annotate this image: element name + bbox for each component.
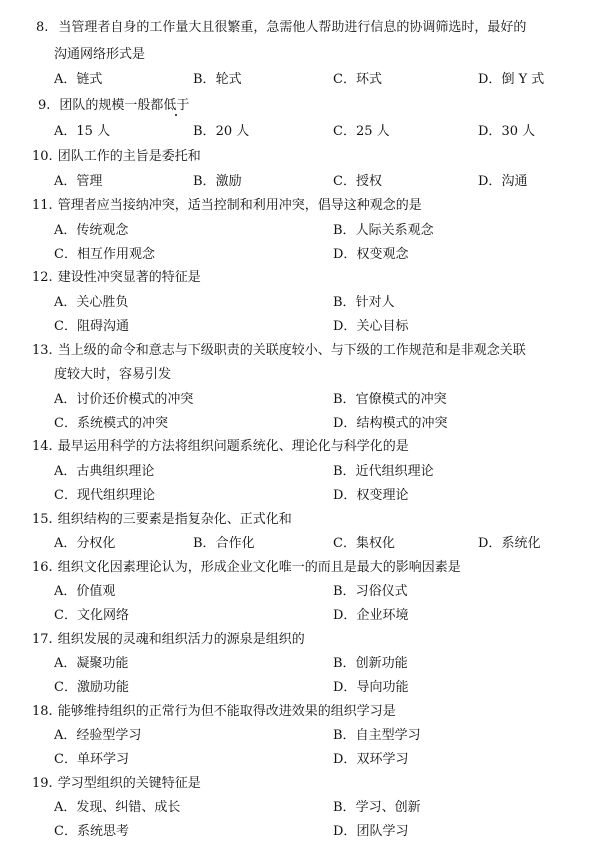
- option-c: C．激励功能: [54, 680, 129, 695]
- stem-text: 组织结构的三要素是指复杂化、正式化和: [57, 512, 292, 527]
- option-b: B．针对人: [333, 295, 395, 310]
- option-c: C．阻碍沟通: [54, 319, 129, 334]
- question-number: 8.: [36, 20, 49, 35]
- option-c: C．系统思考: [54, 824, 129, 839]
- option-c: C．现代组织理论: [54, 488, 155, 503]
- option-d: D．权变理论: [333, 488, 409, 503]
- question-number: 19.: [32, 776, 53, 791]
- option-b: B．官僚模式的冲突: [333, 392, 447, 407]
- option-d: D．权变观念: [333, 247, 409, 262]
- option-a: A．发现、纠错、成长: [54, 800, 181, 815]
- question-stem: [32, 194, 422, 213]
- stem-continuation: 度较大时，容易引发: [54, 367, 172, 382]
- option-c: C．25 人: [333, 124, 390, 139]
- option-c: C．相互作用观念: [54, 247, 155, 262]
- option-d: D．沟通: [478, 174, 528, 189]
- option-a: A．凝聚功能: [54, 656, 129, 671]
- question-stem: [32, 435, 409, 454]
- option-b: B．习俗仪式: [333, 584, 408, 599]
- option-c: C．系统模式的冲突: [54, 416, 168, 431]
- option-d: D．企业环境: [333, 608, 409, 623]
- stem-text: 学习型组织的关键特征是: [57, 776, 201, 791]
- question-stem: [32, 145, 201, 164]
- option-d: D．系统化: [478, 536, 541, 551]
- question-stem: [32, 628, 305, 647]
- option-c: C．文化网络: [54, 608, 129, 623]
- stem-text: 组织发展的灵魂和组织活力的源泉是组织的: [57, 632, 305, 647]
- option-d: D．双环学习: [333, 752, 409, 767]
- option-b: B．自主型学习: [333, 728, 421, 743]
- question-stem: [32, 772, 201, 791]
- stem-text: 团队工作的主旨是委托和: [57, 149, 201, 164]
- stem-text: 建设性冲突显著的特征是: [57, 270, 201, 285]
- question-number: 11.: [32, 198, 53, 213]
- option-b: B．学习、创新: [333, 800, 421, 815]
- option-d: D．倒 Y 式: [478, 72, 545, 87]
- question-number: 18.: [32, 704, 53, 719]
- option-b: B．人际关系观念: [333, 223, 434, 238]
- stem-text: 当管理者自身的工作量大且很繁重，急需他人帮助进行信息的协调筛选时，最好的: [58, 20, 527, 35]
- question-number: 9.: [38, 98, 51, 113]
- option-d: D．结构模式的冲突: [333, 416, 448, 431]
- option-a: A．关心胜负: [54, 295, 129, 310]
- stem-text: 组织文化因素理论认为，形成企业文化唯一的而且是最大的影响因素是: [57, 560, 461, 575]
- question-number: 14.: [32, 439, 53, 454]
- option-d: D．30 人: [478, 124, 536, 139]
- question-number: 10.: [32, 149, 53, 164]
- option-c: C．环式: [333, 72, 382, 87]
- option-c: C．授权: [333, 174, 382, 189]
- stem-text: 团队的规模一般都: [59, 98, 164, 113]
- option-b: B．轮式: [193, 72, 242, 87]
- question-number: 17.: [32, 632, 53, 647]
- option-a: A．讨价还价模式的冲突: [54, 392, 194, 407]
- question-number: 16.: [32, 560, 53, 575]
- option-a: A．管理: [54, 174, 103, 189]
- stem-text: 管理者应当接纳冲突，适当控制和利用冲突，倡导这种观念的是: [57, 198, 422, 213]
- option-c: C．单环学习: [54, 752, 129, 767]
- option-d: D．导向功能: [333, 680, 409, 695]
- question-stem: [32, 556, 461, 575]
- question-stem: [36, 16, 526, 35]
- question-number: 12.: [32, 270, 53, 285]
- emphasized-text: 低于: [163, 98, 190, 113]
- question-number: 13.: [32, 343, 53, 358]
- option-c: C．集权化: [333, 536, 395, 551]
- option-b: B．创新功能: [333, 656, 408, 671]
- option-b: B．激励: [193, 174, 242, 189]
- option-d: D．关心目标: [333, 319, 409, 334]
- option-d: D．团队学习: [333, 824, 409, 839]
- question-stem: [32, 339, 526, 358]
- option-a: A．古典组织理论: [54, 464, 155, 479]
- question-stem: [32, 508, 292, 527]
- question-stem: [32, 700, 396, 719]
- option-a: A．传统观念: [54, 223, 129, 238]
- stem-continuation: 沟通网络形式是: [54, 47, 146, 62]
- question-stem: [38, 94, 189, 113]
- stem-text: 当上级的命令和意志与下级职责的关联度较小、与下级的工作规范和是非观念关联: [57, 343, 526, 358]
- option-a: A．分权化: [54, 536, 116, 551]
- option-a: A．价值观: [54, 584, 116, 599]
- option-b: B．合作化: [193, 536, 255, 551]
- option-b: B．近代组织理论: [333, 464, 434, 479]
- question-number: 15.: [32, 512, 53, 527]
- question-stem: [32, 266, 201, 285]
- option-a: A．链式: [54, 72, 103, 87]
- option-b: B．20 人: [193, 124, 250, 139]
- stem-text: 能够维持组织的正常行为但不能取得改进效果的组织学习是: [57, 704, 396, 719]
- option-a: A．15 人: [54, 124, 111, 139]
- option-a: A．经验型学习: [54, 728, 142, 743]
- stem-text: 最早运用科学的方法将组织问题系统化、理论化与科学化的是: [57, 439, 409, 454]
